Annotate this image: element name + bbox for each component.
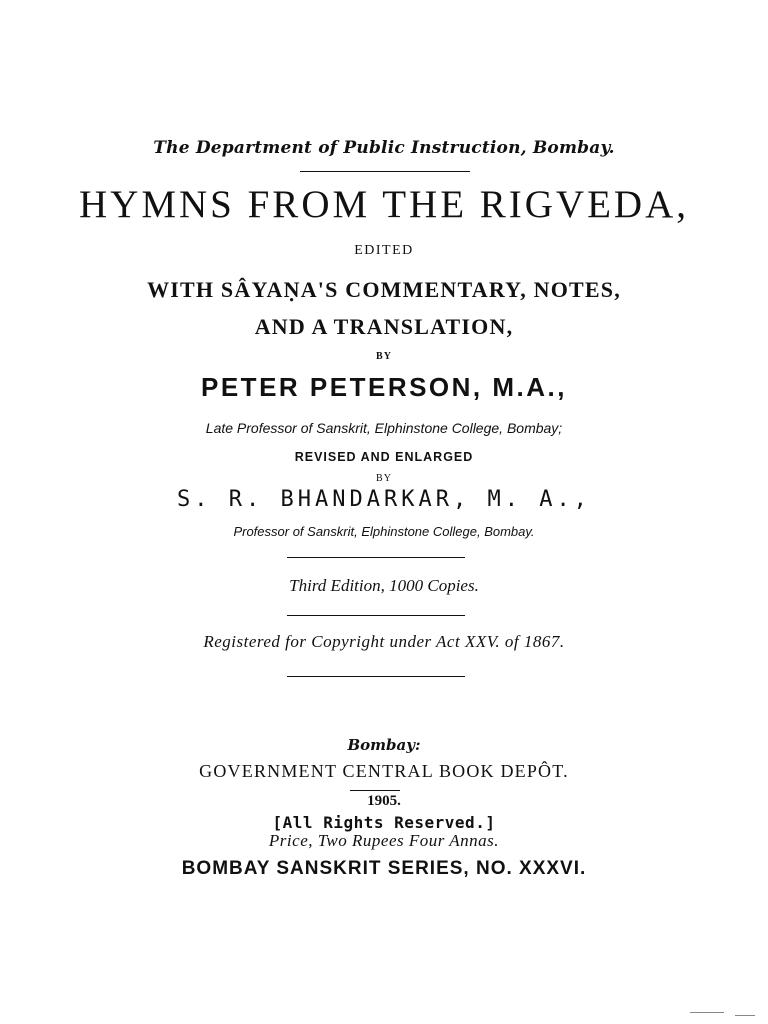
imprint-price: Price, Two Rupees Four Annas. [268, 831, 500, 850]
series-statement: BOMBAY SANSKRIT SERIES, NO. XXXVI. [181, 858, 587, 879]
by-label-2: BY [376, 473, 392, 484]
scan-speck [690, 1012, 724, 1013]
rule-under-department [300, 171, 470, 172]
author-affiliation: Late Professor of Sanskrit, Elphinstone College, Bombay; [205, 420, 563, 436]
edited-label: EDITED [354, 243, 414, 258]
scan-speck [735, 1015, 755, 1016]
imprint-rights: [All Rights Reserved.] [272, 813, 496, 832]
rule-below-copyright [287, 676, 465, 677]
rule-below-edition [287, 615, 465, 616]
subtitle-line-1: WITH SÂYAṆA'S COMMENTARY, NOTES, [147, 277, 621, 302]
reviser-affiliation: Professor of Sanskrit, Elphinstone College, Bombay. [233, 524, 535, 539]
department-heading: The Department of Public Instruction, Bombay. [153, 138, 615, 158]
imprint-publisher: GOVERNMENT CENTRAL BOOK DEPÔT. [199, 761, 569, 781]
imprint-year: 1905. [367, 793, 401, 809]
copyright-statement: Registered for Copyright under Act XXV. of 1867. [203, 632, 565, 651]
edition-statement: Third Edition, 1000 Copies. [289, 576, 479, 595]
revision-label: REVISED AND ENLARGED [294, 450, 474, 464]
reviser-name: S. R. BHANDARKAR, M. A., [177, 487, 591, 512]
by-label-1: BY [376, 351, 392, 362]
rule-below-publisher [350, 790, 400, 791]
imprint-place: Bombay: [347, 736, 421, 754]
subtitle-line-2: AND A TRANSLATION, [254, 314, 514, 339]
book-title: HYMNS FROM THE RIGVEDA, [79, 183, 689, 226]
rule-above-edition [287, 557, 465, 558]
author-name: PETER PETERSON, M.A., [201, 372, 567, 402]
